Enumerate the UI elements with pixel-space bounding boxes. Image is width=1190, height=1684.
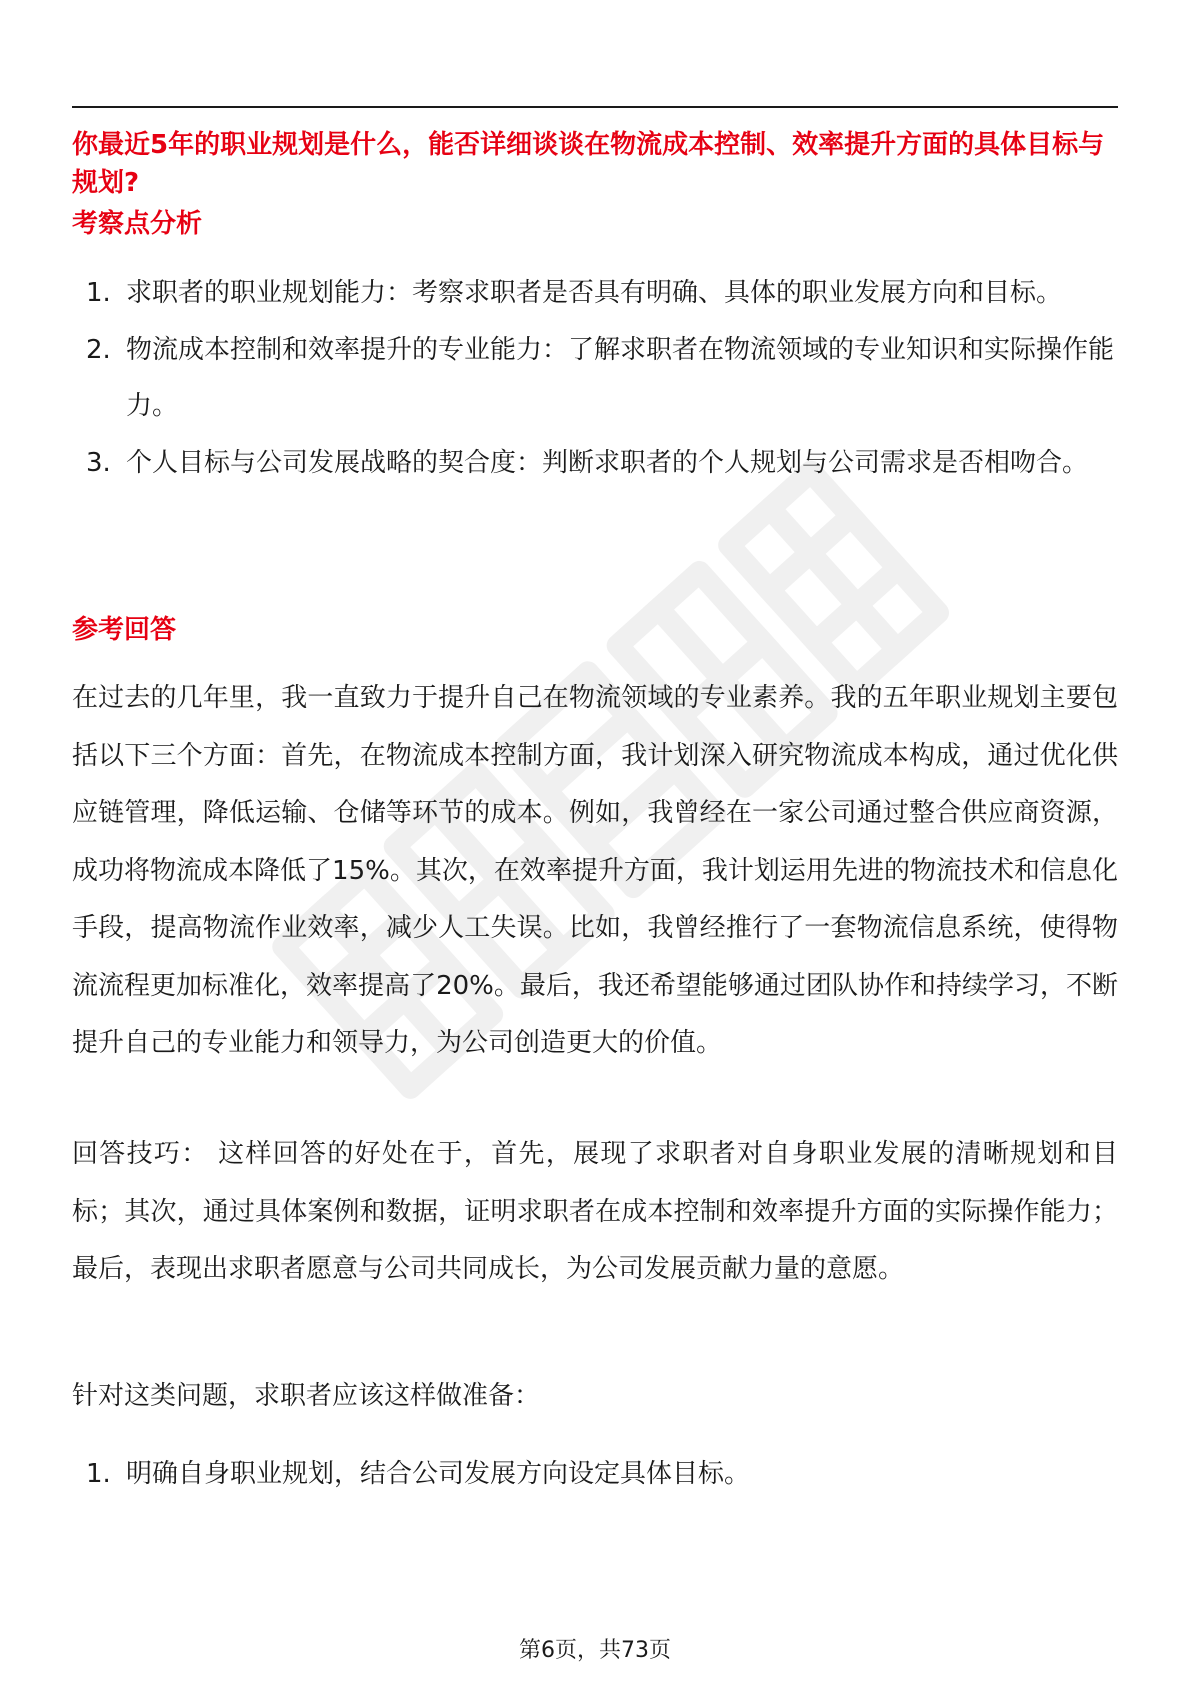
answer-heading: 参考回答 (72, 615, 177, 645)
top-divider (72, 106, 1118, 108)
list-item-number: 1. (86, 1459, 111, 1489)
list-item (72, 265, 1118, 321)
list-item-text: 物流成本控制和效率提升的专业能力：了解求职者在物流领域的专业知识和实际操作能力。 (126, 335, 1115, 421)
list-item-number: 1. (86, 278, 111, 308)
page-number: 第6页，共73页 (519, 1638, 671, 1663)
list-item-text: 个人目标与公司发展战略的契合度：判断求职者的个人规划与公司需求是否相吻合。 (126, 448, 1089, 478)
list-item-number: 2. (86, 335, 111, 365)
prep-intro: 针对这类问题，求职者应该这样做准备： (72, 1381, 541, 1411)
prep-list (72, 1446, 1118, 1502)
list-item-text: 求职者的职业规划能力：考察求职者是否具有明确、具体的职业发展方向和目标。 (126, 278, 1063, 308)
answer-paragraph: 在过去的几年里，我一直致力于提升自己在物流领域的专业素养。我的五年职业规划主要包括以下三个方面：首先，在物流成本控制方面，我计划深入研究物流成本构成，通过优化供应链管理，降低运输、仓储等环节的成本。例如，我曾经在一家公司通过整合供应商资源，成功将物流成本降低了15%。其次，在效率提升方面，我计划运用先进的物流技术和信息化手段，提高物流作业效率，减少人工失误。比如，我曾经推行了一套物流信息系统，使得物流流程更加标准化，效率提高了20%。最后，我还希望能够通过团队协作和持续学习，不断提升自己的专业能力和领导力，为公司创造更大的价值。 (72, 683, 1118, 1058)
answer-tips: 回答技巧： 这样回答的好处在于，首先，展现了求职者对自身职业发展的清晰规划和目标；其次，通过具体案例和数据，证明求职者在成本控制和效率提升方面的实际操作能力；最后，表现出求职者愿意与公司共同成长，为公司发展贡献力量的意愿。 (72, 1139, 1118, 1284)
list-item (72, 1446, 1118, 1502)
list-item (72, 435, 1118, 491)
analysis-list (72, 265, 1118, 491)
list-item-number: 3. (86, 448, 111, 478)
list-item (72, 322, 1118, 434)
analysis-heading: 考察点分析 (72, 209, 203, 239)
list-item-text: 明确自身职业规划，结合公司发展方向设定具体目标。 (126, 1459, 751, 1489)
question-heading: 你最近5年的职业规划是什么，能否详细谈谈在物流成本控制、效率提升方面的具体目标与规划? (72, 130, 1105, 198)
